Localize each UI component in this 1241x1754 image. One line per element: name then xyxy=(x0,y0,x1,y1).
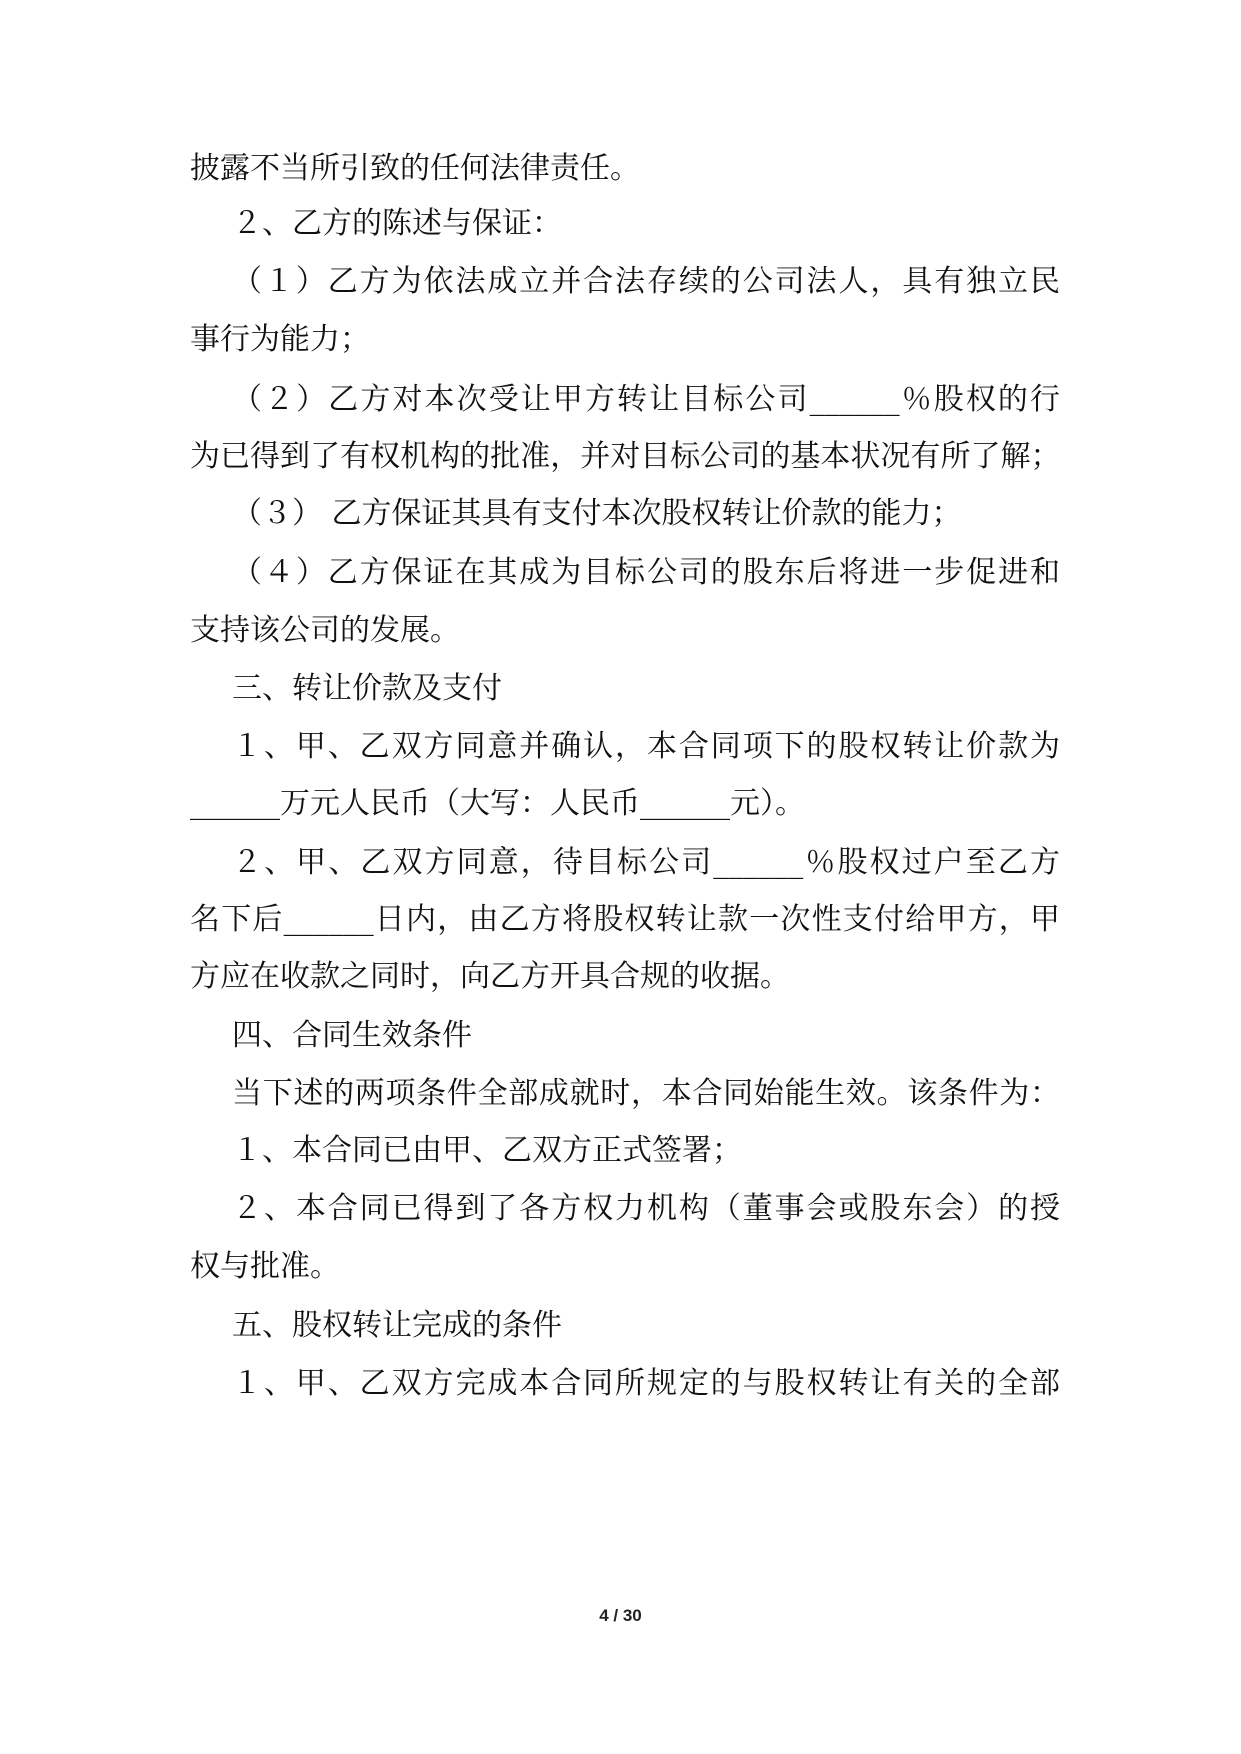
section-heading: 四、合同生效条件 xyxy=(232,1018,472,1053)
text-line: （２）乙方对本次受让甲方转让目标公司______％股权的行 xyxy=(232,382,1060,417)
text-line: 当下述的两项条件全部成就时，本合同始能生效。该条件为： xyxy=(232,1076,1060,1111)
text-line: 权与批准。 xyxy=(190,1249,340,1284)
text-line: （１）乙方为依法成立并合法存续的公司法人，具有独立民 xyxy=(232,264,1060,299)
text-line: 支持该公司的发展。 xyxy=(190,613,460,648)
text-line: （３） 乙方保证其具有支付本次股权转让价款的能力； xyxy=(232,496,962,531)
text-line: （４）乙方保证在其成为目标公司的股东后将进一步促进和 xyxy=(232,555,1060,590)
page-number: 4 / 30 xyxy=(599,1606,642,1625)
text-line: １、甲、乙双方完成本合同所规定的与股权转让有关的全部 xyxy=(232,1366,1060,1401)
text-line: ２、乙方的陈述与保证： xyxy=(232,206,562,241)
text-line: ２、本合同已得到了各方权力机构（董事会或股东会）的授 xyxy=(232,1191,1060,1226)
text-line: 方应在收款之同时，向乙方开具合规的收据。 xyxy=(190,959,790,994)
text-line: 披露不当所引致的任何法律责任。 xyxy=(190,151,640,186)
text-line: ２、甲、乙双方同意，待目标公司______％股权过户至乙方 xyxy=(232,845,1060,880)
text-line: ______万元人民币（大写：人民币______元）。 xyxy=(190,786,805,821)
section-heading: 五、股权转让完成的条件 xyxy=(232,1308,562,1343)
section-heading: 三、转让价款及支付 xyxy=(232,671,502,706)
text-line: １、本合同已由甲、乙双方正式签署； xyxy=(232,1133,742,1168)
text-line: 为已得到了有权机构的批准，并对目标公司的基本状况有所了解； xyxy=(190,439,1060,474)
text-line: １、甲、乙双方同意并确认，本合同项下的股权转让价款为 xyxy=(232,729,1060,764)
text-line: 名下后______日内，由乙方将股权转让款一次性支付给甲方，甲 xyxy=(190,902,1060,937)
text-line: 事行为能力； xyxy=(190,322,370,357)
